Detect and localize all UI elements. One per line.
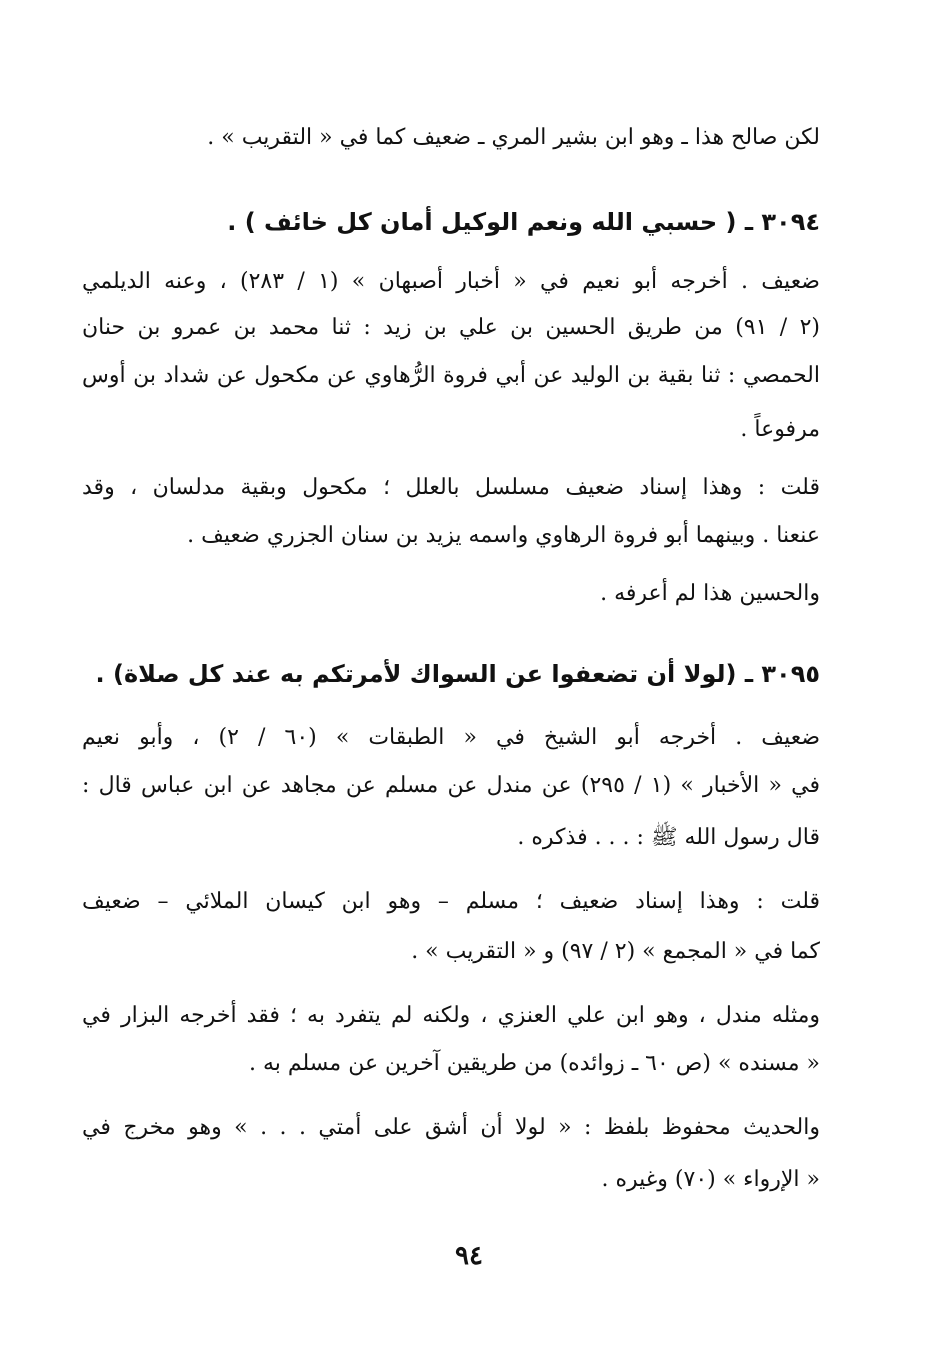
hadith-heading: ٣٠٩٥ ـ (لولا أن تضعفوا عن السواك لأمرتكم به عند كل صلاة) .: [95, 660, 820, 688]
text-line: قلت : وهذا إسناد ضعيف ؛ مسلم – وهو ابن كيسان الملائي – ضعيف: [82, 889, 820, 914]
text-line: مرفوعاً .: [740, 417, 820, 442]
text-line: والحسين هذا لم أعرفه .: [600, 581, 820, 606]
page-number: ٩٤: [455, 1241, 483, 1271]
text-line: الحمصي : ثنا بقية بن الوليد عن أبي فروة الرُّهاوي عن مكحول عن شداد بن أوس: [82, 363, 820, 388]
text-line: ومثله مندل ، وهو ابن علي العنزي ، ولكنه لم يتفرد به ؛ فقد أخرجه البزار في: [82, 1003, 820, 1028]
text-line: والحديث محفوظ بلفظ : « لولا أن أشق على أمتي . . . » وهو مخرج في: [82, 1115, 820, 1140]
text-line: ضعيف . أخرجه أبو الشيخ في « الطبقات » (٦٠ / ٢) ، وأبو نعيم: [82, 725, 820, 750]
text-line: لكن صالح هذا ـ وهو ابن بشير المري ـ ضعيف كما في « التقريب » .: [207, 125, 820, 150]
text-line: ضعيف . أخرجه أبو نعيم في « أخبار أصبهان » (١ / ٢٨٣) ، وعنه الديلمي: [82, 269, 820, 294]
text-line: كما في « المجمع » (٢ / ٩٧) و « التقريب » .: [411, 939, 820, 964]
text-line: قال رسول الله ﷺ : . . . فذكره .: [517, 825, 820, 850]
text-line: « الإرواء » (٧٠) وغيره .: [601, 1167, 820, 1192]
text-line: (٢ / ٩١) من طريق الحسين بن علي بن زيد : ثنا محمد بن عمرو بن حنان: [82, 315, 820, 340]
text-line: في « الأخبار » (١ / ٢٩٥) عن مندل عن مسلم عن مجاهد عن ابن عباس قال :: [82, 773, 820, 798]
text-line: قلت : وهذا إسناد ضعيف مسلسل بالعلل ؛ مكحول وبقية مدلسان ، وقد: [82, 475, 820, 500]
hadith-heading: ٣٠٩٤ ـ ( حسبي الله ونعم الوكيل أمان كل خائف ) .: [227, 208, 820, 236]
text-line: عنعنا . وبينهما أبو فروة الرهاوي واسمه يزيد بن سنان الجزري ضعيف .: [187, 523, 820, 548]
text-line: « مسنده » (ص ٦٠ ـ زوائده) من طريقين آخرين عن مسلم به .: [248, 1051, 820, 1076]
